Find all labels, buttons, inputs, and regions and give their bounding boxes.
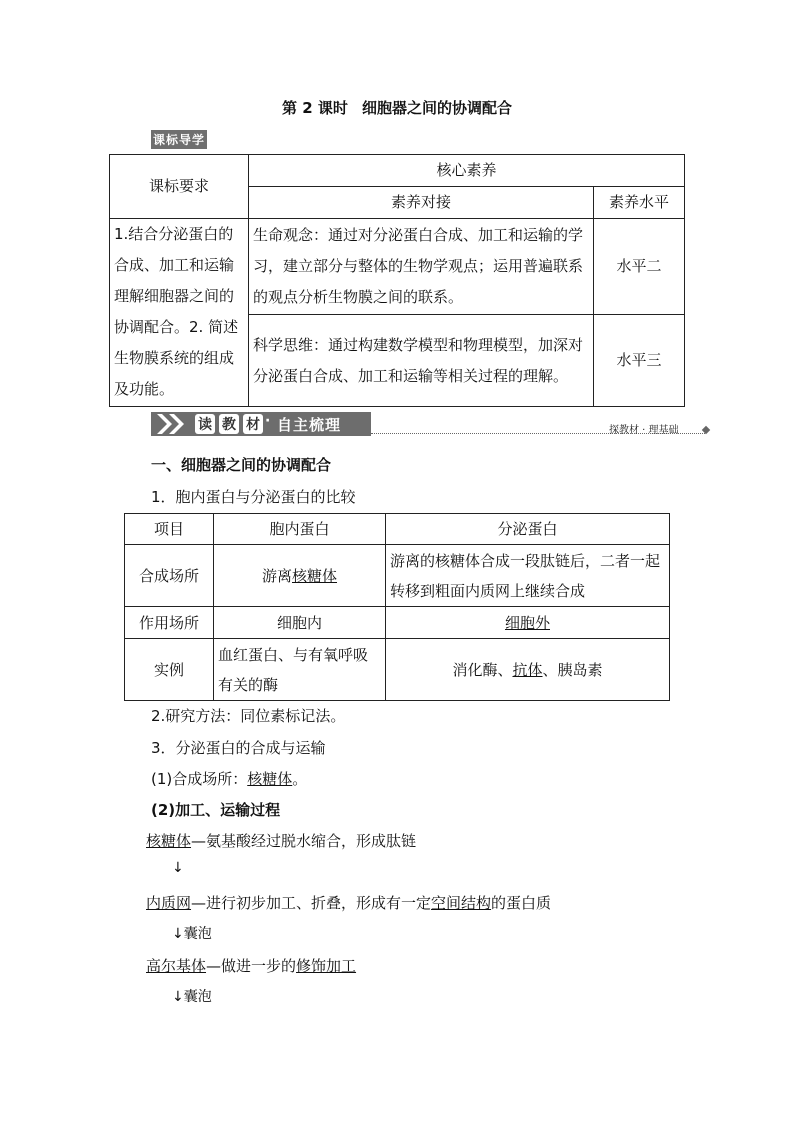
text-insulin: 、胰岛素	[542, 660, 603, 679]
underlined-ribosome-2: 核糖体	[247, 770, 293, 788]
header-secretory: 分泌蛋白	[386, 514, 670, 545]
underlined-spatial-structure: 空间结构	[431, 894, 492, 912]
row-synthesis-intracellular	[214, 545, 386, 607]
underlined-modification: 修饰加工	[296, 957, 357, 975]
flow-step-er	[146, 892, 551, 913]
underlined-golgi: 高尔基体	[146, 957, 207, 975]
flow-arrow-2: ↓囊泡	[172, 926, 212, 942]
row2-level: 水平三	[594, 315, 685, 407]
banner-char-b: 教	[222, 417, 236, 433]
synthesis-site-label: (1)合成场所：	[151, 770, 248, 788]
lesson-topic: 细胞器之间的协调配合	[361, 99, 512, 117]
banner-char-a: 读	[198, 417, 212, 433]
flow-step-ribosome	[146, 830, 416, 851]
banner-subtitle: 探教材 · 理基础	[609, 425, 679, 436]
page-title	[0, 97, 794, 118]
underlined-ribosome-3: 核糖体	[146, 832, 192, 850]
row-example-intracellular: 血红蛋白、与有氧呼吸有关的酶	[214, 639, 386, 701]
flow-arrow-1: ↓	[172, 860, 184, 876]
underlined-ribosome: 核糖体	[292, 566, 338, 585]
step2-text-b: 的蛋白质	[491, 894, 552, 912]
underlined-extracellular: 细胞外	[504, 613, 550, 632]
step3-text: —做进一步的	[206, 957, 297, 975]
synthesis-site	[151, 768, 307, 789]
header-item: 项目	[125, 514, 214, 545]
flow-arrow-3: ↓囊泡	[172, 989, 212, 1005]
row-synthesis-secretory: 游离的核糖体合成一段肽链后，二者一起转移到粗面内质网上继续合成	[386, 545, 670, 607]
header-intracellular: 胞内蛋白	[214, 514, 386, 545]
row-site-intracellular: 细胞内	[214, 607, 386, 639]
process-heading: (2)加工、运输过程	[151, 801, 281, 819]
underlined-antibody: 抗体	[512, 660, 543, 679]
col-level-header: 素养水平	[594, 187, 685, 219]
step2-text-a: —进行初步加工、折叠，形成有一定	[191, 894, 432, 912]
row-synthesis-label: 合成场所	[125, 545, 214, 607]
lesson-number: 第 2 课时	[282, 99, 348, 117]
row-site-label: 作用场所	[125, 607, 214, 639]
row1-match: 生命观念：通过对分泌蛋白合成、加工和运输的学习，建立部分与整体的生物学观点；运用普遍联系的观点分析生物膜之间的联系。	[249, 219, 594, 315]
row1-level: 水平二	[594, 219, 685, 315]
requirement-text: 1.结合分泌蛋白的合成、加工和运输理解细胞器之间的协调配合。2. 简述生物膜系统的组成及功能。	[110, 219, 249, 407]
row-site-secretory	[386, 607, 670, 639]
banner-dot: ·	[265, 413, 271, 429]
text-enzyme: 消化酶、	[452, 660, 513, 679]
col-match-header: 素养对接	[249, 187, 594, 219]
banner-char-c: 材	[246, 417, 260, 433]
underlined-er: 内质网	[146, 894, 192, 912]
subsection-heading-1: 1．胞内蛋白与分泌蛋白的比较	[151, 488, 356, 506]
banner-title: 自主梳理	[277, 416, 342, 434]
col-requirement-header: 课标要求	[110, 155, 249, 219]
row-example-label: 实例	[125, 639, 214, 701]
text-free: 游离	[261, 566, 292, 585]
row2-match: 科学思维：通过构建数学模型和物理模型，加深对分泌蛋白合成、加工和运输等相关过程的理解。	[249, 315, 594, 407]
research-method: 2.研究方法：同位素标记法。	[151, 707, 346, 725]
section-badge: 课标导学	[151, 130, 207, 149]
section-heading: 一、细胞器之间的协调配合	[151, 456, 332, 474]
period: 。	[292, 770, 308, 788]
subsection-heading-3: 3．分泌蛋白的合成与运输	[151, 739, 326, 757]
row-example-secretory	[386, 639, 670, 701]
step1-text: —氨基酸经过脱水缩合，形成肽链	[191, 832, 417, 850]
col-core-header: 核心素养	[249, 155, 685, 187]
standards-table	[109, 154, 685, 407]
protein-comparison-table	[124, 513, 670, 701]
flow-step-golgi	[146, 955, 356, 976]
